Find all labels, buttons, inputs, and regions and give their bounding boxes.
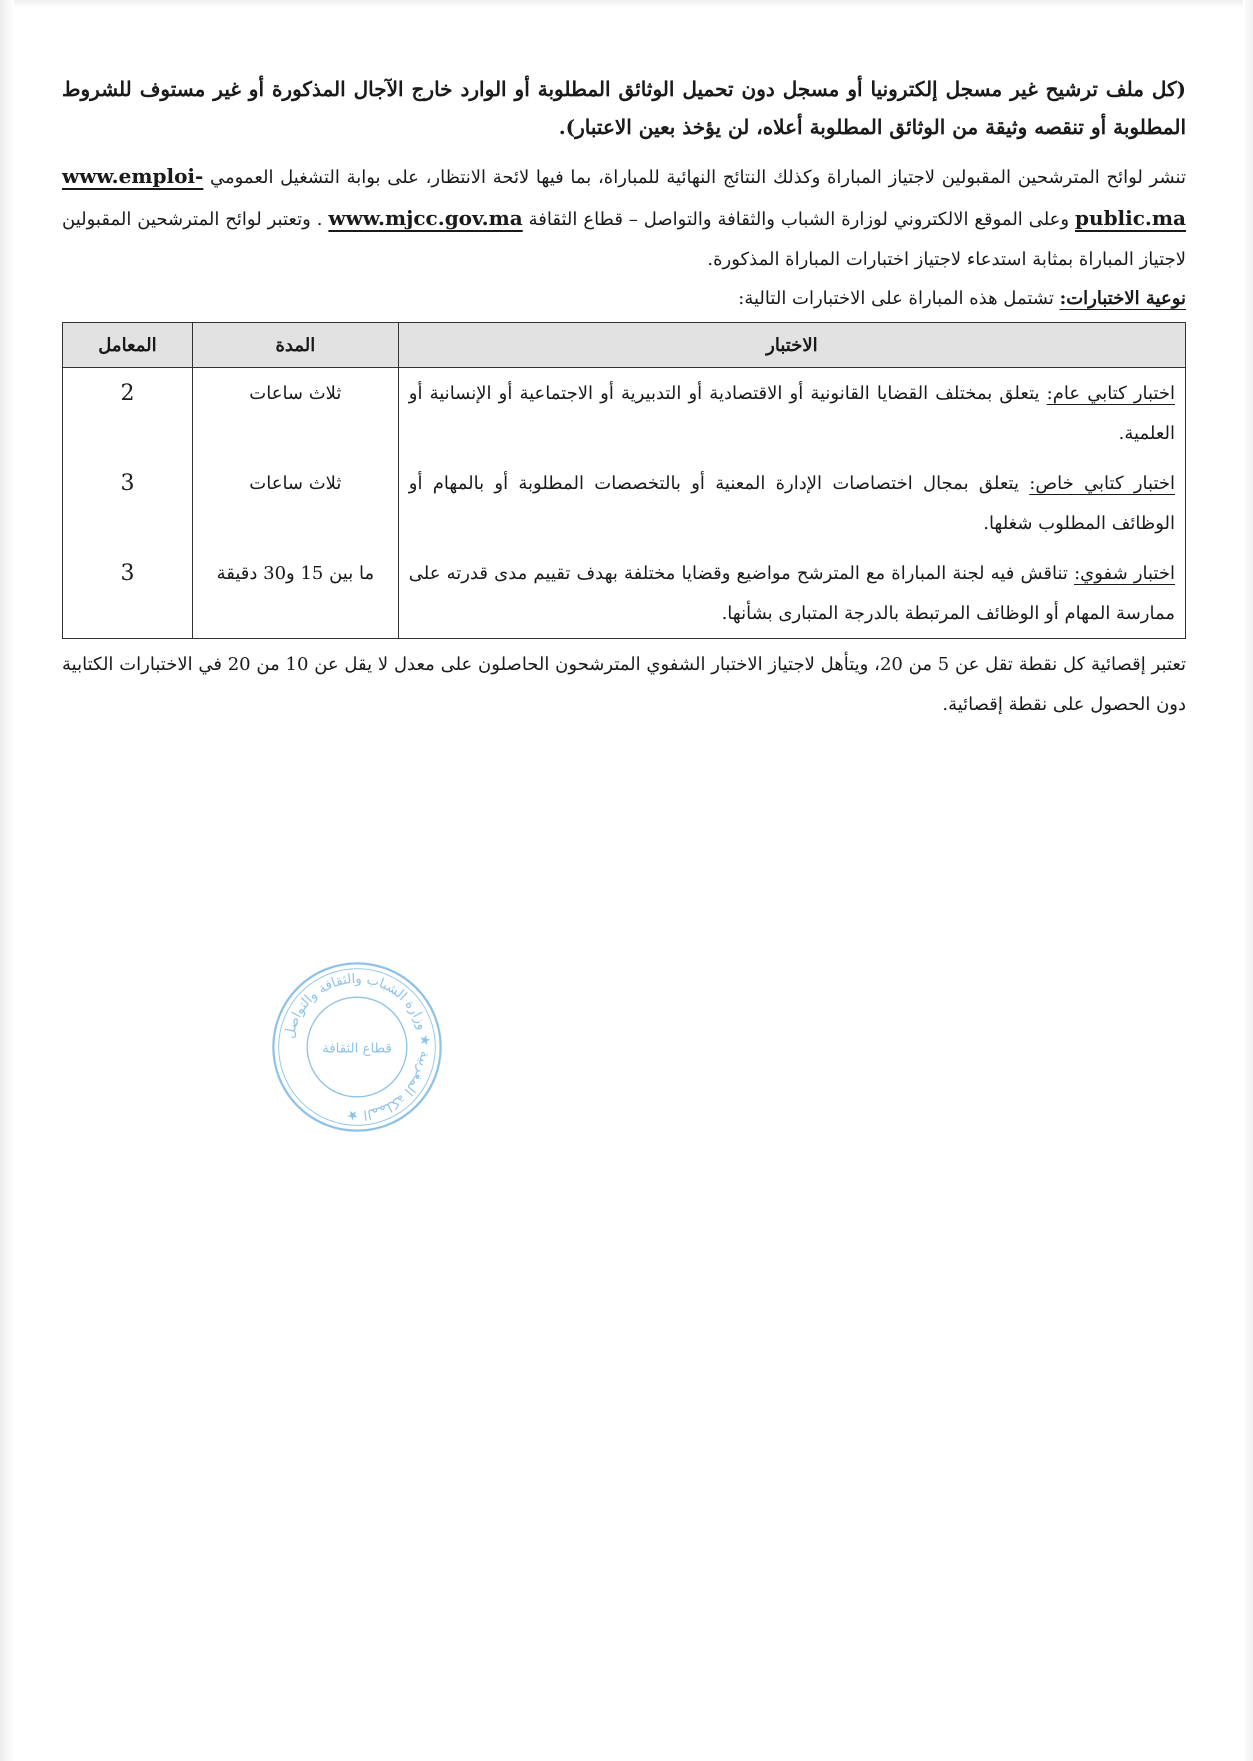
section-label: نوعية الاختبارات:: [1059, 288, 1186, 309]
header-coefficient: المعامل: [63, 323, 193, 368]
header-duration: المدة: [192, 323, 398, 368]
table-header-row: [63, 323, 1186, 368]
publication-text-2: وعلى الموقع الالكتروني لوزارة الشباب والثقافة والتواصل – قطاع الثقافة: [522, 209, 1076, 230]
duration-cell: ثلاث ساعات: [192, 368, 398, 459]
header-test: الاختبار: [398, 323, 1185, 368]
scan-shadow-right: [1243, 0, 1253, 1761]
test-description: يتعلق بمختلف القضايا القانونية أو الاقتصادية أو التدبيرية أو الاجتماعية أو الإنسانية أو العلمية.: [408, 383, 1175, 444]
publication-text-3: . وتعتبر لوائح المترشحين المقبولين لاجتياز المباراة بمثابة استدعاء لاجتياز اختبارات المباراة المذكورة.: [62, 209, 1186, 270]
stamp-seal-icon: [268, 958, 446, 1136]
section-intro: تشتمل هذه المباراة على الاختبارات التالية:: [738, 288, 1060, 309]
table-row: [63, 458, 1186, 548]
scan-shadow-left: [0, 0, 14, 1761]
coefficient-cell: 3: [63, 458, 193, 548]
scan-shadow-top: [0, 0, 1253, 8]
duration-cell: ما بين 15 و30 دقيقة: [192, 548, 398, 639]
publication-paragraph: [62, 156, 1186, 280]
tests-section-heading: [62, 282, 1186, 316]
publication-text-1: تنشر لوائح المترشحين المقبولين لاجتياز المباراة وكذلك النتائج النهائية للمباراة، بما فيها لائحة الانتظار، على بوابة التشغيل العمومي: [203, 167, 1186, 188]
test-name: اختبار كتابي عام:: [1046, 383, 1175, 404]
duration-cell: ثلاث ساعات: [192, 458, 398, 548]
test-name: اختبار كتابي خاص:: [1029, 473, 1176, 494]
document-body: [62, 70, 1186, 725]
test-cell: [398, 458, 1185, 548]
elimination-paragraph: تعتبر إقصائية كل نقطة تقل عن 5 من 20، ويتأهل لاجتياز الاختبار الشفوي المترشحون الحاصلون على معدل لا يقل عن 10 من 20 في الاختبارات الكتابية دون الحصول على نقطة إقصائية.: [62, 654, 1187, 715]
table-row: [63, 368, 1186, 459]
test-description: يتعلق بمجال اختصاصات الإدارة المعنية أو بالتخصصات المطلوبة أو بالمهام أو الوظائف المطلوب شغلها.: [408, 473, 1175, 534]
tests-table: [62, 322, 1186, 639]
emploi-public-link[interactable]: www.emploi-public.ma: [62, 164, 1187, 230]
warning-paragraph: (كل ملف ترشيح غير مسجل إلكترونيا أو مسجل دون تحميل الوثائق المطلوبة أو الوارد خارج الآجال المذكورة أو غير مستوف للشروط المطلوبة أو تنقصه وثيقة من الوثائق المطلوبة أعلاه، لن يؤخذ بعين الاعتبار).: [62, 77, 1186, 139]
test-description: تناقش فيه لجنة المباراة مع المترشح مواضيع وقضايا مختلفة بهدف تقييم مدى قدرته على ممارسة المهام أو الوظائف المرتبطة بالدرجة المتبارى بشأنها.: [408, 563, 1175, 624]
stamp-outer-text: المملكة المغربية ★ وزارة الشباب والثقافة والتواصل ★: [282, 971, 433, 1123]
test-cell: [398, 548, 1185, 639]
coefficient-cell: 2: [63, 368, 193, 459]
test-cell: [398, 368, 1185, 459]
mjcc-link[interactable]: www.mjcc.gov.ma: [328, 206, 523, 230]
official-stamp: [268, 958, 446, 1136]
coefficient-cell: 3: [63, 548, 193, 639]
test-name: اختبار شفوي:: [1074, 563, 1175, 584]
table-row: [63, 548, 1186, 639]
stamp-center-text: قطاع الثقافة: [322, 1041, 392, 1057]
